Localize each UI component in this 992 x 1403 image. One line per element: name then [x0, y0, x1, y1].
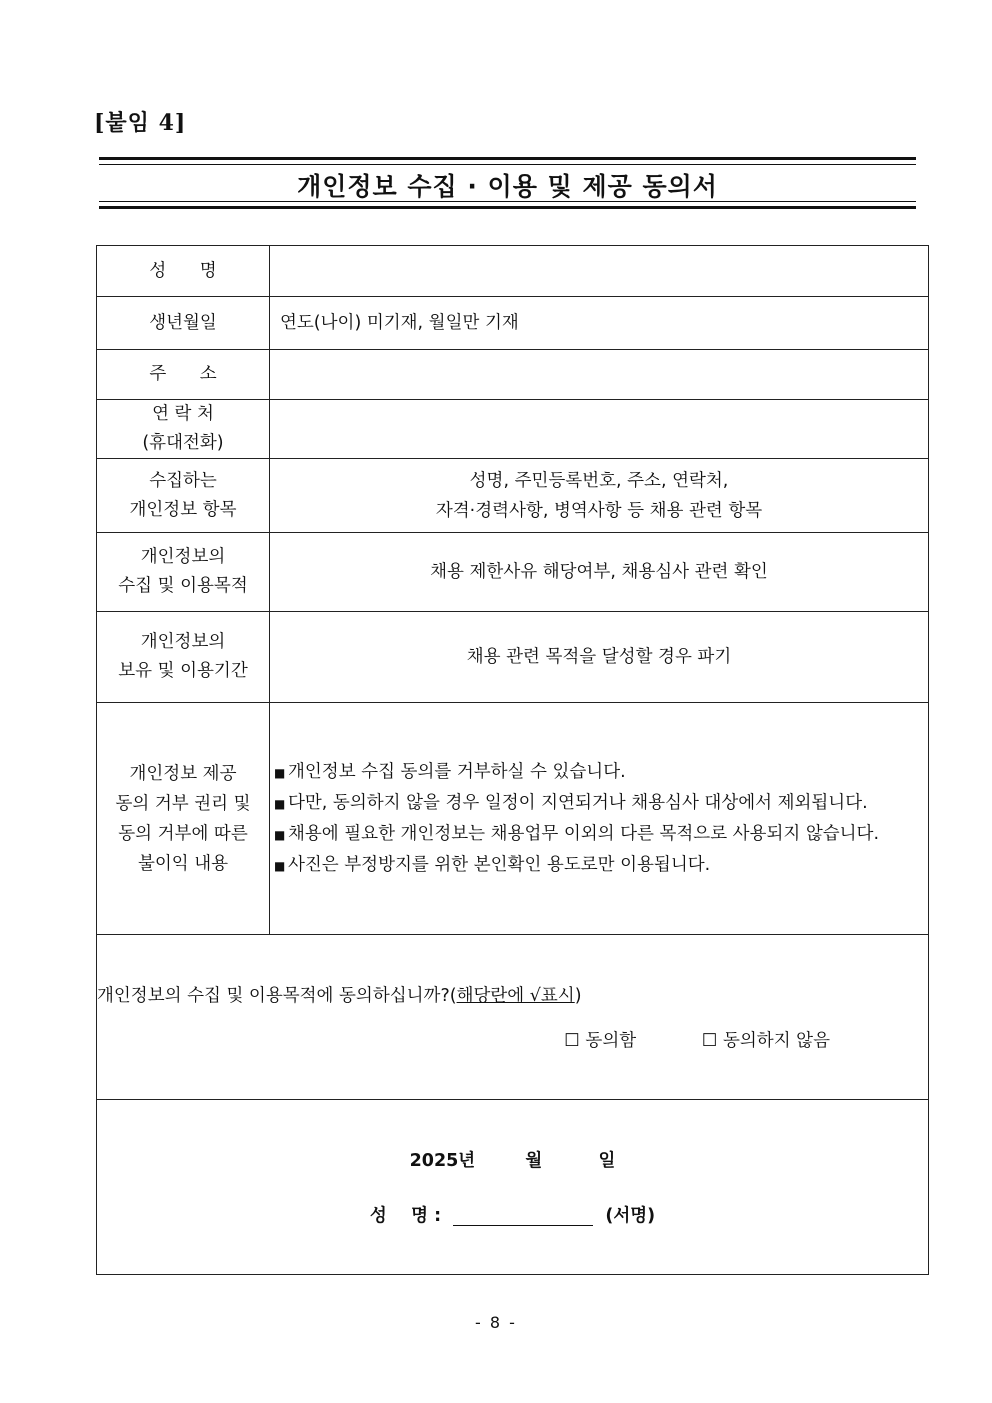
name-field[interactable]: [270, 246, 929, 297]
retention-value: 채용 관련 목적을 달성할 경우 파기: [270, 612, 929, 703]
consent-cell: [97, 935, 929, 1100]
date-month: 월: [525, 1151, 543, 1171]
row-birthdate: [97, 297, 929, 350]
consent-question-text: 개인정보의 수집 및 이용목적에 동의하십니까?(: [97, 986, 457, 1006]
row-signature: [97, 1100, 929, 1275]
bullet-text: 다만, 동의하지 않을 경우 일정이 지연되거나 채용심사 대상에서 제외됩니다.: [288, 792, 868, 813]
birthdate-label: 생년월일: [97, 297, 270, 350]
row-address: [97, 350, 929, 400]
date-day: 일: [598, 1151, 616, 1171]
phone-label: [97, 400, 270, 459]
items-value-line2: 자격·경력사항, 병역사항 등 채용 관련 항목: [435, 500, 763, 521]
title-top-rule: [99, 157, 916, 165]
consent-form-table: [96, 245, 929, 1275]
items-label-line2: 개인정보 항목: [129, 499, 237, 520]
items-value: [270, 459, 929, 533]
bullet-text: 개인정보 수집 동의를 거부하실 수 있습니다.: [288, 761, 626, 782]
purpose-label-line1: 개인정보의: [140, 547, 226, 567]
phone-label-line2: (휴대전화): [142, 433, 224, 453]
retention-label-line1: 개인정보의: [140, 632, 226, 652]
document-title: 개인정보 수집 · 이용 및 제공 동의서: [297, 172, 718, 201]
birthdate-field[interactable]: 연도(나이) 미기재, 월일만 기재: [270, 297, 929, 350]
bullet-text: 채용에 필요한 개인정보는 채용업무 이외의 다른 목적으로 사용되지 않습니다.: [288, 823, 880, 844]
items-label: [97, 459, 270, 533]
consent-question: [97, 982, 928, 1007]
signature-name-label: 성 명 :: [369, 1206, 442, 1226]
row-purpose: [97, 533, 929, 612]
address-field[interactable]: [270, 350, 929, 400]
disagree-checkbox[interactable]: ☐: [701, 1031, 718, 1051]
phone-label-line1: 연 락 처: [152, 404, 214, 424]
consent-options: [97, 1027, 928, 1052]
signature-line: [97, 1202, 928, 1227]
refusal-label-line2: 동의 거부 권리 및: [115, 793, 251, 814]
disagree-label: 동의하지 않음: [723, 1031, 830, 1051]
agree-checkbox[interactable]: ☐: [564, 1031, 580, 1051]
square-bullet-icon: ■: [274, 827, 286, 842]
agree-label: 동의함: [585, 1031, 637, 1051]
refusal-label-line1: 개인정보 제공: [129, 763, 237, 784]
purpose-label: [97, 533, 270, 612]
refusal-label-line3: 동의 거부에 따른: [118, 823, 248, 844]
square-bullet-icon: ■: [274, 765, 286, 780]
purpose-label-line2: 수집 및 이용목적: [118, 576, 248, 596]
address-label: 주 소: [97, 350, 270, 400]
signature-cell: [97, 1100, 929, 1275]
page-number: - 8 -: [475, 1313, 517, 1332]
row-items: [97, 459, 929, 533]
title-band: [99, 157, 916, 209]
refusal-label: [97, 703, 270, 935]
refusal-label-line4: 불이익 내용: [137, 853, 229, 874]
list-item: [274, 757, 926, 788]
disagree-option[interactable]: [702, 1027, 830, 1052]
list-item: [274, 788, 926, 819]
retention-label: [97, 612, 270, 703]
retention-label-line2: 보유 및 이용기간: [118, 661, 248, 681]
attachment-label: [붙임 4]: [94, 110, 187, 136]
list-item: [274, 850, 926, 881]
refusal-bullet-list: [270, 757, 928, 881]
phone-field[interactable]: [270, 400, 929, 459]
square-bullet-icon: ■: [274, 796, 286, 811]
consent-mark-hint: 해당란에 √표시: [456, 986, 575, 1006]
refusal-value: [270, 703, 929, 935]
name-label: 성 명: [97, 246, 270, 297]
items-value-line1: 성명, 주민등록번호, 주소, 연락처,: [469, 470, 729, 491]
bullet-text: 사진은 부정방지를 위한 본인확인 용도로만 이용됩니다.: [288, 854, 711, 875]
consent-question-close: ): [574, 986, 582, 1006]
row-name: [97, 246, 929, 297]
agree-option[interactable]: [564, 1027, 636, 1052]
signature-field[interactable]: [453, 1207, 593, 1226]
date-line: [97, 1147, 928, 1172]
title-bottom-rule: [99, 201, 916, 209]
items-label-line1: 수집하는: [149, 470, 217, 491]
signature-sign-label: (서명): [605, 1206, 656, 1226]
row-consent: [97, 935, 929, 1100]
row-refusal: [97, 703, 929, 935]
square-bullet-icon: ■: [274, 858, 286, 873]
list-item: [274, 819, 926, 850]
row-phone: [97, 400, 929, 459]
row-retention: [97, 612, 929, 703]
purpose-value: 채용 제한사유 해당여부, 채용심사 관련 확인: [270, 533, 929, 612]
date-year: 2025년: [409, 1151, 476, 1171]
